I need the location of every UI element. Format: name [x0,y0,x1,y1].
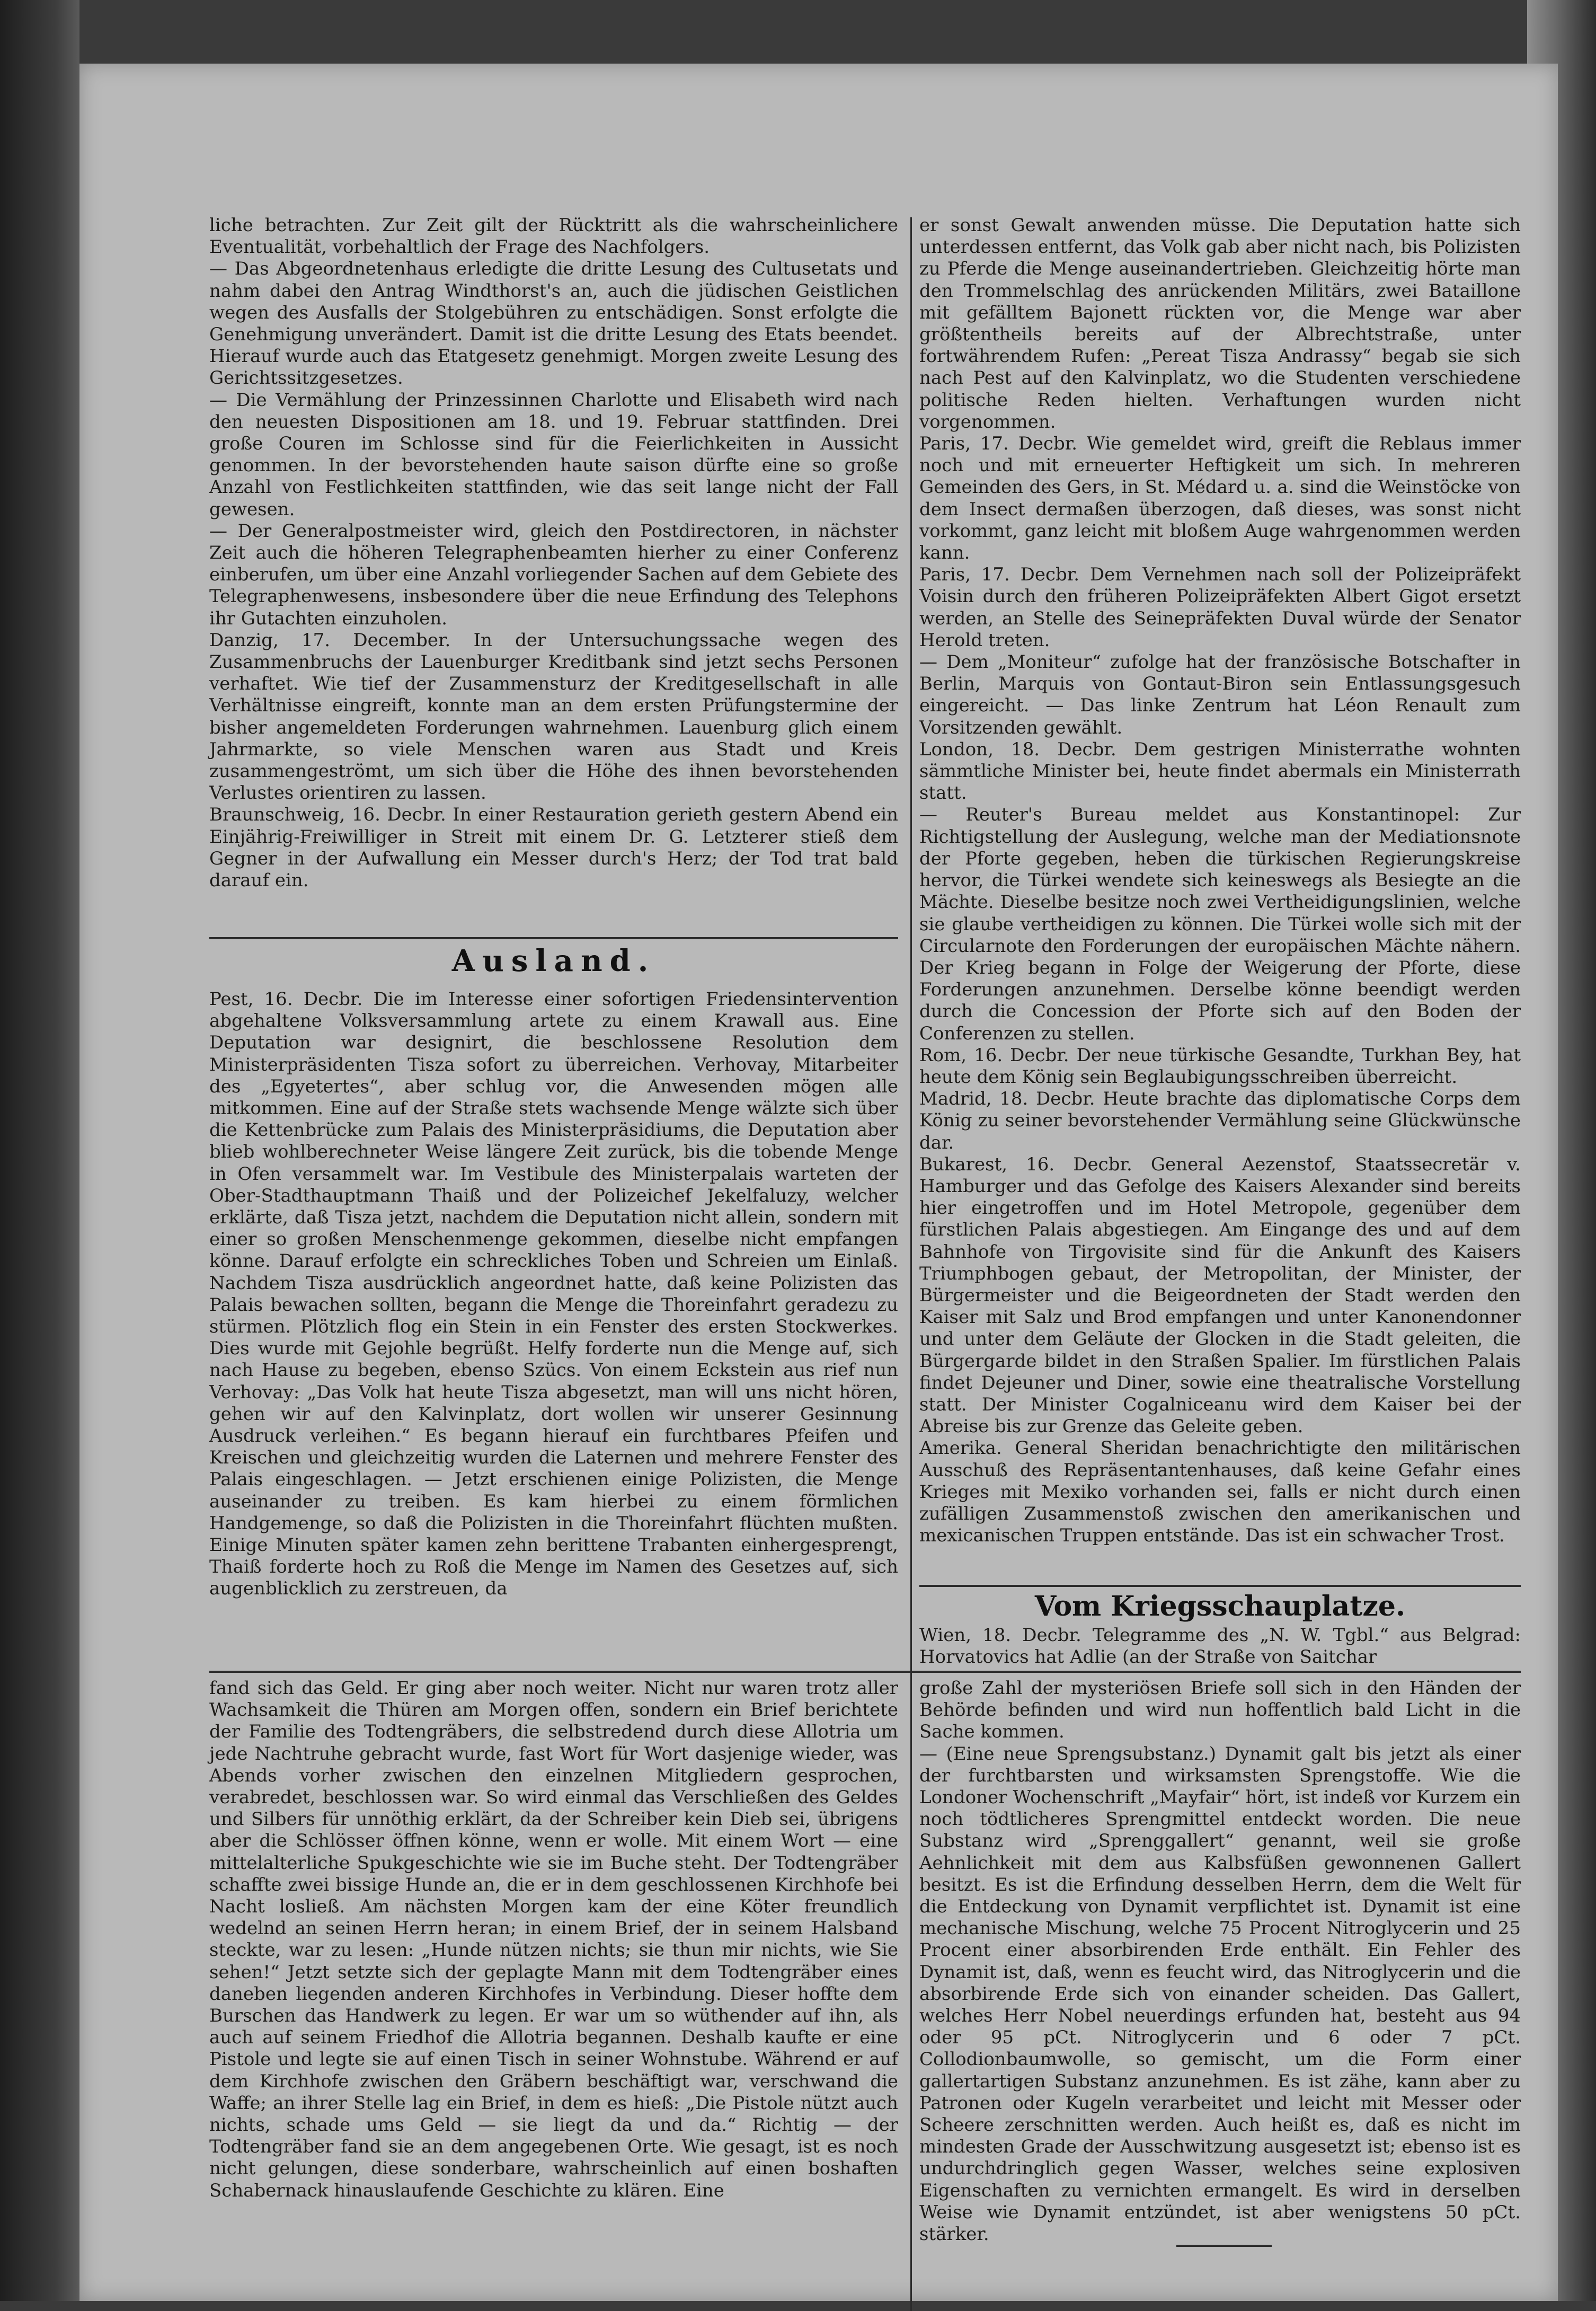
column-rule [910,217,912,2311]
paragraph: London, 18. Decbr. Dem gestrigen Ministerrathe wohnten sämmtliche Minister bei, heute findet abermals ein Ministerrath statt. [919,738,1521,804]
paragraph: Paris, 17. Decbr. Wie gemeldet wird, greift die Reblaus immer noch und mit erneuerter Heftigkeit um sich. In mehreren Gemeinden des Gers, in St. Médard u. a. sind die Weinstöcke von dem Insect dermaßen überzogen, daß dieses, was sonst nicht vorkommt, ganz leicht mit bloßem Auge wahrgenommen werden kann. [919,433,1521,564]
scan-background-left [0,0,79,2301]
paragraph: — Die Vermählung der Prinzessinnen Charlotte und Elisabeth wird nach den neuesten Dispositionen am 18. und 19. Februar stattfinden. Drei große Couren im Schlosse sind für die Feierlichkeiten in Aussicht genommen. In der bevorstehenden haute saison dürfte eine so große Anzahl von Festlichkeiten stattfinden, wie das seit lange nicht der Fall gewesen. [209,389,898,520]
paragraph: — Reuter's Bureau meldet aus Konstantinopel: Zur Richtigstellung der Auslegung, welche man der Mediationsnote der Pforte gegeben, heben die türkischen Regierungskreise hervor, die Türkei wendete sich keineswegs als Besiegte an die Mächte. Dieselbe besitze noch zwei Vertheidigungslinien, welche sie glaube vertheidigen zu können. Die Türkei wolle sich mit der Circularnote den Forderungen der europäischen Mächte nähern. Der Krieg begann in Folge der Weigerung der Pforte, diese Forderungen anzunehmen. Derselbe könne beendigt werden durch die Concession der Pforte sich auf den Boden der Conferenzen zu stellen. [919,804,1521,1044]
column-right-krieg [919,1625,1521,1668]
end-ornament [1176,2245,1272,2247]
paragraph: liche betrachten. Zur Zeit gilt der Rücktritt als die wahrscheinlichere Eventualität, vorbehaltlich der Frage des Nachfolgers. [209,215,898,258]
paragraph: Amerika. General Sheridan benachrichtigte den militärischen Ausschuß des Repräsentantenhauses, daß keine Gefahr eines Krieges mit Mexiko vorhanden sei, falls er nicht durch einen zufälligen Zusammenstoß zwischen den amerikanischen und mexicanischen Truppen entstände. Das ist ein schwacher Trost. [919,1437,1521,1547]
paragraph: Pest, 16. Decbr. Die im Interesse einer sofortigen Friedensintervention abgehaltene Volksversammlung artete zu einem Krawall aus. Eine Deputation war designirt, die beschlossene Resolution dem Ministerpräsidenten Tisza sofort zu überreichen. Verhovay, Mitarbeiter des „Egyetertes“, aber schlug vor, die Anwesenden mögen alle mitkommen. Eine auf der Straße stets wachsende Menge wälzte sich über die Kettenbrücke zum Palais des Ministerpräsidiums, die Deputation aber blieb wohlberechneter Weise längere Zeit zurück, bis die tobende Menge in Ofen versammelt war. Im Vestibule des Ministerpalais warteten der Ober-Stadthauptmann Thaiß und der Polizeichef Jekelfaluzy, welcher erklärte, daß Tisza jetzt, nachdem die Deputation nicht allein, sondern mit einer so großen Menschenmenge gekommen, dieselbe nicht empfangen könne. Darauf erfolgte ein schreckliches Toben und Schreien um Einlaß. Nachdem Tisza ausdrücklich angeordnet hatte, daß keine Polizisten das Palais bewachen sollten, begann die Menge die Thoreinfahrt geradezu zu stürmen. Plötzlich flog ein Stein in ein Fenster des ersten Stockwerkes. Dies wurde mit Gejohle begrüßt. Helfy forderte nun die Menge auf, sich nach Hause zu begeben, ebenso Szücs. Von einem Eckstein aus rief nun Verhovay: „Das Volk hat heute Tisza abgesetzt, man will uns nicht hören, gehen wir auf den Kalvinplatz, dort wollen wir unserer Gesinnung Ausdruck verleihen.“ Es begann hierauf ein furchtbares Pfeifen und Kreischen und gleichzeitig wurden die Laternen und mehrere Fenster des Palais eingeschlagen. — Jetzt erschienen einige Polizisten, die Menge auseinander zu treiben. Es kam hierbei zu einem förmlichen Handgemenge, so daß die Polizisten in die Thoreinfahrt flüchten mußten. Einige Minuten später kamen zehn berittene Trabanten einhergesprengt, Thaiß forderte hoch zu Roß die Menge im Namen des Gesetzes auf, sich augenblicklich zu zerstreuen, da [209,989,898,1600]
paragraph: Wien, 18. Decbr. Telegramme des „N. W. Tgbl.“ aus Belgrad: Horvatovics hat Adlie (an der Straße von Saitchar [919,1625,1521,1668]
section-heading-ausland: Ausland. [451,943,656,978]
paragraph: Danzig, 17. December. In der Untersuchungssache wegen des Zusammenbruchs der Lauenburger Kreditbank sind jetzt sechs Personen verhaftet. Wie tief der Zusammensturz der Kreditgesellschaft in alle Verhältnisse eingreift, konnte man an dem ersten Prüfungstermine der bisher angemeldeten Forderungen wahrnehmen. Lauenburg glich einem Jahrmarkte, so viele Menschen waren aus Stadt und Kreis zusammengeströmt, um sich über die Höhe des ihnen bevorstehenden Verlustes orientiren zu lassen. [209,629,898,804]
section-divider [919,1585,1521,1587]
paragraph: — Dem „Moniteur“ zufolge hat der französische Botschafter in Berlin, Marquis von Gontaut-Biron sein Entlassungsgesuch eingereicht. — Das linke Zentrum hat Léon Renault zum Vorsitzenden gewählt. [919,651,1521,738]
paragraph: Rom, 16. Decbr. Der neue türkische Gesandte, Turkhan Bey, hat heute dem König sein Beglaubigungsschreiben überreicht. [919,1044,1521,1088]
paragraph: — Das Abgeordnetenhaus erledigte die dritte Lesung des Cultusetats und nahm dabei den Antrag Windthorst's an, auch die jüdischen Geistlichen wegen des Ausfalls der Stolgebühren zu entschädigen. Sonst erfolgte die Genehmigung unverändert. Damit ist die dritte Lesung des Etats beendet. Hierauf wurde auch das Etatgesetz genehmigt. Morgen zweite Lesung des Gerichtssitzgesetzes. [209,258,898,389]
paragraph: große Zahl der mysteriösen Briefe soll sich in den Händen der Behörde befinden und wird nun hoffentlich bald Licht in die Sache kommen. [919,1678,1521,1743]
paragraph: Braunschweig, 16. Decbr. In einer Restauration gerieth gestern Abend ein Einjährig-Freiwilliger in Streit mit einem Dr. G. Letzterer stieß dem Gegner in der Aufwallung ein Messer durch's Herz; der Tod trat bald darauf ein. [209,804,898,892]
paragraph: er sonst Gewalt anwenden müsse. Die Deputation hatte sich unterdessen entfernt, das Volk gab aber nicht nach, bis Polizisten zu Pferde die Menge auseinandertrieben. Gleichzeitig hörte man den Trommelschlag des anrückenden Militärs, zwei Bataillone mit gefälltem Bajonett rückten vor, die Menge war aber größtentheils bereits auf der Albrechtstraße, unter fortwährendem Rufen: „Pereat Tisza Andrassy“ begab sie sich nach Pest auf den Kalvinplatz, wo die Studenten verschiedene politische Reden hielten. Verhaftungen wurden nicht vorgenommen. [919,215,1521,433]
paragraph: Madrid, 18. Decbr. Heute brachte das diplomatische Corps dem König zu seiner bevorstehender Vermählung seine Glückwünsche dar. [919,1088,1521,1153]
column-left-bottom [209,1678,898,2202]
column-left-ausland [209,989,898,1600]
column-left-top [209,215,898,892]
feuilleton-divider [209,1671,1521,1673]
paragraph: Bukarest, 16. Decbr. General Aezenstof, Staatssecretär v. Hamburger und das Gefolge des Kaisers Alexander sind bereits hier eingetroffen und im Hotel Metropole, gegenüber dem fürstlichen Palais abgestiegen. Am Eingange des und auf dem Bahnhofe von Tirgovisite sind für die Ankunft des Kaisers Triumphbogen gebaut, der Metropolitan, der Minister, der Bürgermeister und die Beigeordneten der Stadt werden den Kaiser mit Salz und Brod empfangen und unter Kanonendonner und unter dem Geläute der Glocken in die Stadt geleiten, die Bürgergarde bildet in den Straßen Spalier. Im fürstlichen Palais findet Dejeuner und Diner, sowie eine theatralische Vorstellung statt. Der Minister Cogalniceanu wird dem Kaiser bei der Abreise bis zur Grenze das Geleite geben. [919,1153,1521,1437]
paragraph: — Der Generalpostmeister wird, gleich den Postdirectoren, in nächster Zeit auch die höheren Telegraphenbeamten hierher zu einer Conferenz einberufen, um über eine Anzahl vorliegender Sachen auf dem Gebiete des Telegraphenwesens, insbesondere über die neue Erfindung des Telephons ihr Gutachten einzuholen. [209,520,898,629]
newspaper-page [79,64,1558,2301]
column-right-top [919,215,1521,1547]
paragraph: fand sich das Geld. Er ging aber noch weiter. Nicht nur waren trotz aller Wachsamkeit die Thüren am Morgen offen, sondern ein Brief berichtete der Familie des Todtengräbers, die selbstredend durch diese Allotria um jede Nachtruhe gebracht wurde, fast Wort für Wort dasjenige wieder, was Abends vorher zwischen den einzelnen Mitgliedern gesprochen, verabredet, beschlossen war. So wird einmal das Verschließen des Geldes und Silbers für unnöthig erklärt, da der Schreiber kein Dieb sei, übrigens aber die Schlösser öffnen könne, wenn er wolle. Mit einem Wort — eine mittelalterliche Spukgeschichte wie sie im Buche steht. Der Todtengräber schaffte zwei bissige Hunde an, die er in dem geschlossenen Kirchhofe bei Nacht losließ. Am nächsten Morgen kam der eine Köter freundlich wedelnd an seinen Herrn heran; in einem Brief, der in seinem Halsband steckte, war zu lesen: „Hunde nützen nichts; sie thun mir nichts, wie Sie sehen!“ Jetzt setzte sich der geplagte Mann mit dem Todtengräber eines daneben liegenden anderen Kirchhofes in Verbindung. Dieser hoffte dem Burschen das Handwerk zu legen. Er war um so wüthender auf ihn, als auch auf seinem Friedhof die Allotria begannen. Deshalb kaufte er eine Pistole und legte sie auf einen Tisch in seiner Wohnstube. Während er auf dem Kirchhofe zwischen den Gräbern beschäftigt war, verschwand die Waffe; an ihrer Stelle lag ein Brief, in dem es hieß: „Die Pistole nützt auch nichts, schade ums Geld — sie liegt da und da.“ Richtig — der Todtengräber fand sie an dem angegebenen Orte. Wie gesagt, ist es noch nicht gelungen, diese sonderbare, wahrscheinlich auf einen boshaften Schabernack hinauslaufende Geschichte zu klären. Eine [209,1678,898,2201]
section-divider [209,937,898,939]
paragraph: — (Eine neue Sprengsubstanz.) Dynamit galt bis jetzt als einer der furchtbarsten und wirksamsten Sprengstoffe. Wie die Londoner Wochenschrift „Mayfair“ hört, ist indeß vor Kurzem ein noch tödtlicheres Sprengmittel entdeckt worden. Die neue Substanz wird „Sprenggallert“ genannt, weil sie große Aehnlichkeit mit dem aus Kalbsfüßen gewonnenen Gallert besitzt. Es ist die Erfindung desselben Herrn, dem die Welt für die Entdeckung von Dynamit verpflichtet ist. Dynamit ist eine mechanische Mischung, welche 75 Procent Nitroglycerin und 25 Procent einer absorbirenden Erde enthält. Ein Fehler des Dynamit ist, daß, wenn es feucht wird, das Nitroglycerin und die absorbirende Erde sich von einander scheiden. Das Gallert, welches Herr Nobel neuerdings erfunden hat, besteht aus 94 oder 95 pCt. Nitroglycerin und 6 oder 7 pCt. Collodionbaumwolle, so gemischt, um die Form einer gallertartigen Substanz anzunehmen. Es ist zähe, kann aber zu Patronen oder Kugeln verarbeitet und leicht mit Messer oder Scheere zerschnitten werden. Auch heißt es, daß es nicht im mindesten Grade der Ausschwitzung ausgesetzt ist; ebenso ist es undurchdringlich gegen Wasser, welches seine explosiven Eigenschaften zu vernichten ermangelt. Es wird in derselben Weise wie Dynamit entzündet, ist aber wenigstens 50 pCt. stärker. [919,1743,1521,2245]
paragraph: Paris, 17. Decbr. Dem Vernehmen nach soll der Polizeipräfekt Voisin durch den früheren Polizeipräfekten Albert Gigot ersetzt werden, an Stelle des Seinepräfekten Duval würde der Senator Herold treten. [919,564,1521,651]
column-right-bottom [919,1678,1521,2245]
section-heading-kriegsschauplatz: Vom Kriegsschauplatze. [1034,1590,1406,1622]
